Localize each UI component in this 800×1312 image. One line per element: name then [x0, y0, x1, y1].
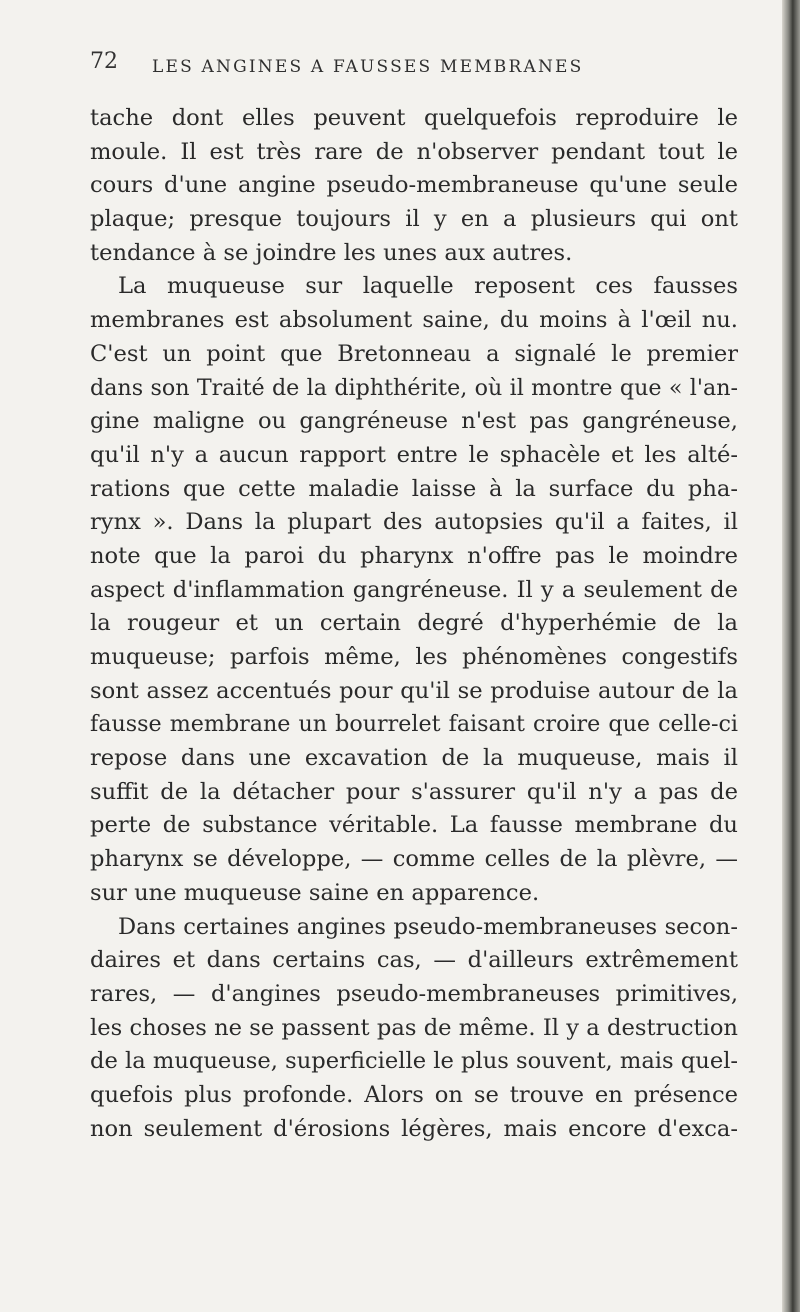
- text-line: tache dont elles peuvent quelquefois reproduire le: [90, 105, 738, 131]
- text-line: Dans certaines angines pseudo-membraneuses secon-: [118, 913, 738, 940]
- text-line: note que la paroi du pharynx n'offre pas le moindre: [90, 542, 738, 569]
- text-line: fausse membrane un bourrelet faisant croire que celle-ci: [90, 711, 738, 738]
- text-line: aspect d'inflammation gangréneuse. Il y a seulement de: [90, 576, 738, 603]
- text-line: suffit de la détacher pour s'assurer qu'il n'y a pas de: [90, 778, 738, 805]
- text-line: rations que cette maladie laisse à la surface du pha-: [90, 475, 738, 502]
- text-line: moule. Il est très rare de n'observer pendant tout le: [90, 138, 738, 165]
- text-line: membranes est absolument saine, du moins à l'œil nu.: [90, 307, 738, 334]
- text-line: non seulement d'érosions légères, mais encore d'exca-: [90, 1115, 738, 1142]
- text-line: rynx ». Dans la plupart des autopsies qu'il a faites, il: [90, 509, 738, 536]
- text-line: dans son Traité de la diphthérite, où il montre que « l'an-: [90, 374, 738, 401]
- text-line: repose dans une excavation de la muqueuse, mais il: [90, 745, 738, 772]
- text-line: cours d'une angine pseudo-membraneuse qu'une seule: [90, 172, 738, 199]
- text-line: muqueuse; parfois même, les phénomènes congestifs: [90, 644, 738, 670]
- text-line: La muqueuse sur laquelle reposent ces fausses: [118, 273, 738, 300]
- text-line: la rougeur et un certain degré d'hyperhémie de la: [90, 610, 738, 637]
- text-line: perte de substance véritable. La fausse membrane du: [90, 812, 738, 839]
- text-line: les choses ne se passent pas de même. Il y a destruction: [90, 1014, 738, 1041]
- text-line: plaque; presque toujours il y en a plusieurs qui ont: [90, 206, 738, 233]
- book-spine-shadow: [782, 0, 800, 1312]
- text-line: daires et dans certains cas, — d'ailleurs extrêmement: [90, 947, 738, 974]
- page-number: 72: [90, 49, 118, 74]
- running-head: LES ANGINES A FAUSSES MEMBRANES: [152, 57, 584, 77]
- text-line: de la muqueuse, superficielle le plus souvent, mais quel-: [90, 1048, 738, 1075]
- text-line: C'est un point que Bretonneau a signalé le premier: [90, 340, 738, 367]
- text-line: qu'il n'y a aucun rapport entre le sphacèle et les alté-: [90, 441, 738, 468]
- text-line: gine maligne ou gangréneuse n'est pas gangréneuse,: [90, 408, 738, 435]
- text-line: sur une muqueuse saine en apparence.: [90, 879, 540, 906]
- text-line: sont assez accentués pour qu'il se produise autour de la: [90, 677, 738, 704]
- text-line: rares, — d'angines pseudo-membraneuses primitives,: [90, 980, 738, 1007]
- text-line: tendance à se joindre les unes aux autres.: [90, 239, 573, 266]
- text-line: quefois plus profonde. Alors on se trouve en présence: [90, 1081, 738, 1108]
- page-header: [90, 45, 790, 85]
- body-text: [90, 102, 738, 1146]
- text-line: pharynx se développe, — comme celles de la plèvre, —: [90, 846, 738, 873]
